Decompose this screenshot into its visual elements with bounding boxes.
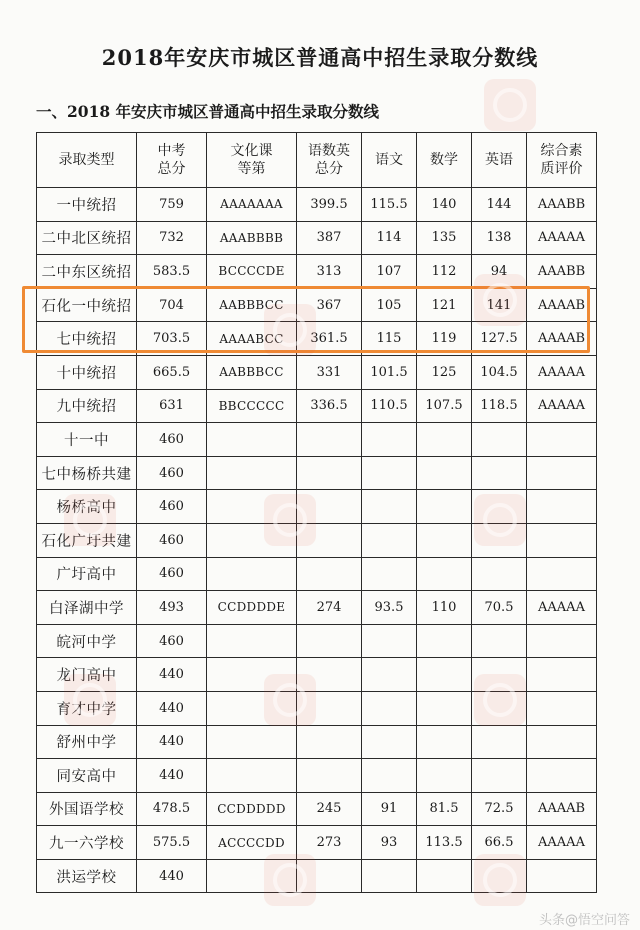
- ycs-total-cell: [297, 423, 362, 457]
- math-cell: [417, 523, 472, 557]
- type-cell: 皖河中学: [37, 624, 137, 658]
- score-table: [36, 132, 597, 893]
- total-cell: 460: [137, 624, 207, 658]
- total-cell: 440: [137, 691, 207, 725]
- chinese-cell: 110.5: [362, 389, 417, 423]
- type-cell: 七中统招: [37, 322, 137, 356]
- type-cell: 广圩高中: [37, 557, 137, 591]
- header-cell-math: 数学: [417, 133, 472, 188]
- math-cell: 121: [417, 288, 472, 322]
- type-cell: 十中统招: [37, 355, 137, 389]
- table-row: [37, 423, 597, 457]
- english-cell: 70.5: [472, 591, 527, 625]
- chinese-cell: 101.5: [362, 355, 417, 389]
- math-cell: 113.5: [417, 826, 472, 860]
- ycs-total-cell: [297, 691, 362, 725]
- total-cell: 460: [137, 423, 207, 457]
- quality-cell: AAABB: [527, 188, 597, 222]
- type-cell: 舒州中学: [37, 725, 137, 759]
- header-cell-english: 英语: [472, 133, 527, 188]
- ycs-total-cell: 336.5: [297, 389, 362, 423]
- total-cell: 460: [137, 523, 207, 557]
- type-cell: 九中统招: [37, 389, 137, 423]
- chinese-cell: 93.5: [362, 591, 417, 625]
- english-cell: 66.5: [472, 826, 527, 860]
- math-cell: 119: [417, 322, 472, 356]
- header-label: 综合素质评价: [540, 143, 583, 177]
- quality-cell: AAAAB: [527, 288, 597, 322]
- total-cell: 460: [137, 456, 207, 490]
- header-cell-chinese: 语文: [362, 133, 417, 188]
- table-row: [37, 658, 597, 692]
- english-cell: [472, 557, 527, 591]
- header-cell-quality: [527, 133, 597, 188]
- ycs-total-cell: [297, 624, 362, 658]
- chinese-cell: [362, 456, 417, 490]
- english-cell: 104.5: [472, 355, 527, 389]
- ycs-total-cell: [297, 490, 362, 524]
- table-row: [37, 725, 597, 759]
- quality-cell: [527, 456, 597, 490]
- grade-cell: CCDDDDE: [207, 591, 297, 625]
- watermark-logo-icon: [484, 79, 536, 131]
- table-row: [37, 792, 597, 826]
- ycs-total-cell: 274: [297, 591, 362, 625]
- table-row: [37, 355, 597, 389]
- ycs-total-cell: 245: [297, 792, 362, 826]
- header-cell-grade: [207, 133, 297, 188]
- math-cell: 112: [417, 255, 472, 289]
- quality-cell: AAABB: [527, 255, 597, 289]
- header-cell-type: 录取类型: [37, 133, 137, 188]
- chinese-cell: [362, 725, 417, 759]
- chinese-cell: 105: [362, 288, 417, 322]
- grade-cell: [207, 759, 297, 793]
- math-cell: [417, 725, 472, 759]
- english-cell: [472, 523, 527, 557]
- ycs-total-cell: 273: [297, 826, 362, 860]
- corner-logo-text: 头条@悟空问答: [538, 913, 630, 928]
- ycs-total-cell: 313: [297, 255, 362, 289]
- math-cell: [417, 456, 472, 490]
- english-cell: 72.5: [472, 792, 527, 826]
- type-cell: 洪运学校: [37, 859, 137, 893]
- english-cell: [472, 658, 527, 692]
- math-cell: [417, 423, 472, 457]
- header-label: 中考总分: [157, 143, 186, 177]
- math-cell: [417, 624, 472, 658]
- table-row: [37, 591, 597, 625]
- total-cell: 575.5: [137, 826, 207, 860]
- english-cell: [472, 456, 527, 490]
- english-cell: 127.5: [472, 322, 527, 356]
- ycs-total-cell: [297, 759, 362, 793]
- chinese-cell: 114: [362, 221, 417, 255]
- quality-cell: [527, 759, 597, 793]
- grade-cell: [207, 691, 297, 725]
- table-row: [37, 389, 597, 423]
- chinese-cell: [362, 624, 417, 658]
- english-cell: [472, 759, 527, 793]
- grade-cell: AABBBCC: [207, 288, 297, 322]
- ycs-total-cell: [297, 658, 362, 692]
- watermark-logo-ring: [495, 90, 525, 120]
- quality-cell: AAAAA: [527, 221, 597, 255]
- chinese-cell: 91: [362, 792, 417, 826]
- grade-cell: [207, 658, 297, 692]
- english-cell: [472, 691, 527, 725]
- quality-cell: [527, 859, 597, 893]
- english-cell: 138: [472, 221, 527, 255]
- english-cell: 141: [472, 288, 527, 322]
- table-row: [37, 859, 597, 893]
- table-row: [37, 759, 597, 793]
- highlight-box: [22, 286, 590, 353]
- type-cell: 一中统招: [37, 188, 137, 222]
- total-cell: 732: [137, 221, 207, 255]
- ycs-total-cell: [297, 859, 362, 893]
- page-title: 2018年安庆市城区普通高中招生录取分数线: [101, 45, 539, 70]
- header-cell-ycs-total: [297, 133, 362, 188]
- type-cell: 同安高中: [37, 759, 137, 793]
- chinese-cell: [362, 423, 417, 457]
- type-cell: 十一中: [37, 423, 137, 457]
- total-cell: 704: [137, 288, 207, 322]
- type-cell: 石化一中统招: [37, 288, 137, 322]
- quality-cell: [527, 691, 597, 725]
- chinese-cell: [362, 490, 417, 524]
- table-row: [37, 188, 597, 222]
- table-row: [37, 456, 597, 490]
- math-cell: [417, 859, 472, 893]
- total-cell: 583.5: [137, 255, 207, 289]
- grade-cell: AABBBCC: [207, 355, 297, 389]
- total-cell: 440: [137, 859, 207, 893]
- math-cell: [417, 490, 472, 524]
- quality-cell: [527, 624, 597, 658]
- table-row: [37, 523, 597, 557]
- grade-cell: [207, 490, 297, 524]
- math-cell: [417, 759, 472, 793]
- header-label: 语数英总分: [307, 143, 350, 177]
- grade-cell: AAAABCC: [207, 322, 297, 356]
- ycs-total-cell: 387: [297, 221, 362, 255]
- chinese-cell: [362, 557, 417, 591]
- total-cell: 440: [137, 658, 207, 692]
- grade-cell: [207, 557, 297, 591]
- quality-cell: [527, 658, 597, 692]
- type-cell: 七中杨桥共建: [37, 456, 137, 490]
- english-cell: [472, 725, 527, 759]
- math-cell: [417, 557, 472, 591]
- chinese-cell: 115: [362, 322, 417, 356]
- quality-cell: AAAAA: [527, 826, 597, 860]
- grade-cell: AAABBBB: [207, 221, 297, 255]
- table-row: [37, 691, 597, 725]
- quality-cell: [527, 423, 597, 457]
- type-cell: 二中北区统招: [37, 221, 137, 255]
- header-label: 文化课等第: [230, 143, 273, 177]
- math-cell: 135: [417, 221, 472, 255]
- type-cell: 白泽湖中学: [37, 591, 137, 625]
- quality-cell: AAAAB: [527, 322, 597, 356]
- grade-cell: ACCCCDD: [207, 826, 297, 860]
- chinese-cell: [362, 691, 417, 725]
- total-cell: 478.5: [137, 792, 207, 826]
- quality-cell: [527, 725, 597, 759]
- total-cell: 440: [137, 759, 207, 793]
- grade-cell: AAAAAAA: [207, 188, 297, 222]
- table-row: [37, 826, 597, 860]
- total-cell: 703.5: [137, 322, 207, 356]
- total-cell: 759: [137, 188, 207, 222]
- english-cell: 94: [472, 255, 527, 289]
- grade-cell: [207, 523, 297, 557]
- total-cell: 665.5: [137, 355, 207, 389]
- grade-cell: CCDDDDD: [207, 792, 297, 826]
- quality-cell: AAAAA: [527, 591, 597, 625]
- ycs-total-cell: [297, 456, 362, 490]
- type-cell: 杨桥高中: [37, 490, 137, 524]
- english-cell: [472, 423, 527, 457]
- total-cell: 493: [137, 591, 207, 625]
- chinese-cell: [362, 859, 417, 893]
- ycs-total-cell: 331: [297, 355, 362, 389]
- math-cell: [417, 691, 472, 725]
- type-cell: 二中东区统招: [37, 255, 137, 289]
- ycs-total-cell: 367: [297, 288, 362, 322]
- total-cell: 631: [137, 389, 207, 423]
- table-row: [37, 490, 597, 524]
- ycs-total-cell: [297, 523, 362, 557]
- chinese-cell: 115.5: [362, 188, 417, 222]
- table-header-row: [37, 133, 597, 188]
- math-cell: 110: [417, 591, 472, 625]
- header-cell-total: [137, 133, 207, 188]
- table-row: [37, 624, 597, 658]
- grade-cell: [207, 624, 297, 658]
- chinese-cell: [362, 523, 417, 557]
- english-cell: [472, 624, 527, 658]
- grade-cell: [207, 456, 297, 490]
- quality-cell: AAAAA: [527, 389, 597, 423]
- total-cell: 460: [137, 490, 207, 524]
- quality-cell: AAAAB: [527, 792, 597, 826]
- table-row: [37, 255, 597, 289]
- type-cell: 石化广圩共建: [37, 523, 137, 557]
- chinese-cell: 107: [362, 255, 417, 289]
- english-cell: [472, 490, 527, 524]
- english-cell: 118.5: [472, 389, 527, 423]
- quality-cell: [527, 557, 597, 591]
- table-row: [37, 221, 597, 255]
- type-cell: 外国语学校: [37, 792, 137, 826]
- ycs-total-cell: 361.5: [297, 322, 362, 356]
- type-cell: 龙门高中: [37, 658, 137, 692]
- section-title: 一、2018 年安庆市城区普通高中招生录取分数线: [36, 102, 380, 121]
- grade-cell: BBCCCCC: [207, 389, 297, 423]
- grade-cell: BCCCCDE: [207, 255, 297, 289]
- grade-cell: [207, 725, 297, 759]
- math-cell: 107.5: [417, 389, 472, 423]
- grade-cell: [207, 423, 297, 457]
- type-cell: 九一六学校: [37, 826, 137, 860]
- math-cell: 125: [417, 355, 472, 389]
- table-row: [37, 557, 597, 591]
- ycs-total-cell: [297, 725, 362, 759]
- chinese-cell: [362, 759, 417, 793]
- ycs-total-cell: [297, 557, 362, 591]
- english-cell: 144: [472, 188, 527, 222]
- ycs-total-cell: 399.5: [297, 188, 362, 222]
- total-cell: 440: [137, 725, 207, 759]
- quality-cell: [527, 490, 597, 524]
- total-cell: 460: [137, 557, 207, 591]
- math-cell: [417, 658, 472, 692]
- grade-cell: [207, 859, 297, 893]
- type-cell: 育才中学: [37, 691, 137, 725]
- math-cell: 140: [417, 188, 472, 222]
- quality-cell: [527, 523, 597, 557]
- chinese-cell: 93: [362, 826, 417, 860]
- chinese-cell: [362, 658, 417, 692]
- english-cell: [472, 859, 527, 893]
- quality-cell: AAAAA: [527, 355, 597, 389]
- math-cell: 81.5: [417, 792, 472, 826]
